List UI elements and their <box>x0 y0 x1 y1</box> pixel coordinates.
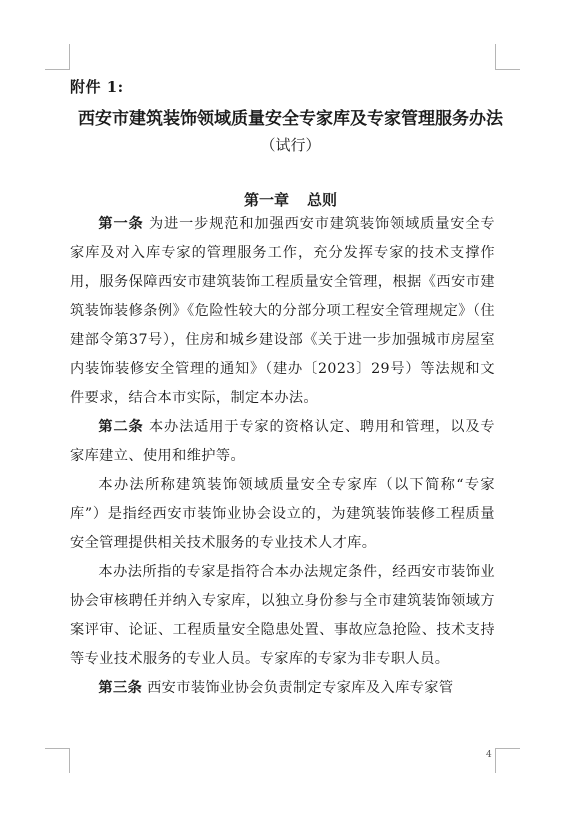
paragraph-text: 西安市装饰业协会负责制定专家库及入库专家管 <box>147 680 454 696</box>
article-number: 第一条 <box>98 216 144 232</box>
crop-mark-bottom-right-v <box>495 748 496 773</box>
crop-mark-top-left-h <box>45 69 70 70</box>
paragraph <box>70 210 495 413</box>
crop-mark-bottom-left-v <box>69 748 70 773</box>
article-number: 第二条 <box>98 419 144 435</box>
crop-mark-top-right-h <box>495 69 520 70</box>
attachment-label: 附件 1: <box>70 78 124 96</box>
page-number: 4 <box>486 750 492 760</box>
document-subtitle: （试行） <box>260 136 321 154</box>
paragraph <box>70 413 495 471</box>
article-number: 第三条 <box>98 680 143 696</box>
paragraph <box>70 471 495 558</box>
document-body <box>70 210 495 703</box>
paragraph-text: 本办法所称建筑装饰领域质量安全专家库（以下简称“专家库”）是指经西安市装饰业协会设立的，为建筑装饰装修工程质量安全管理提供相关技术服务的专业技术人才库。 <box>70 477 495 551</box>
document-title: 西安市建筑装饰领域质量安全专家库及专家管理服务办法 <box>78 109 503 129</box>
crop-mark-top-left-v <box>69 44 70 69</box>
crop-mark-top-right-v <box>495 44 496 69</box>
paragraph-text: 本办法所指的专家是指符合本办法规定条件，经西安市装饰业协会审核聘任并纳入专家库，以独立身份参与全市建筑装饰领域方案评审、论证、工程质量安全隐患处置、事故应急抢险、技术支持等专业技术服务的专业人员。专家库的专家为非专职人员。 <box>70 564 495 667</box>
chapter-number: 第一章 <box>243 191 289 209</box>
chapter-heading <box>0 189 581 210</box>
chapter-name: 总则 <box>307 191 338 209</box>
paragraph-text: 本办法适用于专家的资格认定、聘用和管理，以及专家库建立、使用和维护等。 <box>70 419 495 464</box>
crop-mark-bottom-left-h <box>45 748 70 749</box>
crop-mark-bottom-right-h <box>495 748 520 749</box>
paragraph-text: 为进一步规范和加强西安市建筑装饰领域质量安全专家库及对入库专家的管理服务工作，充分发挥专家的技术支撑作用，服务保障西安市建筑装饰工程质量安全管理，根据《西安市建筑装饰装修条例》《危险性较大的分部分项工程安全管理规定》（住建部令第37号），住房和城乡建设部《关于进一步加强城市房屋室内装饰装修安全管理的通知》（建办〔2023〕29号）等法规和文件要求，结合本市实际，制定本办法。 <box>70 216 495 406</box>
paragraph <box>70 558 495 674</box>
paragraph <box>70 674 495 703</box>
